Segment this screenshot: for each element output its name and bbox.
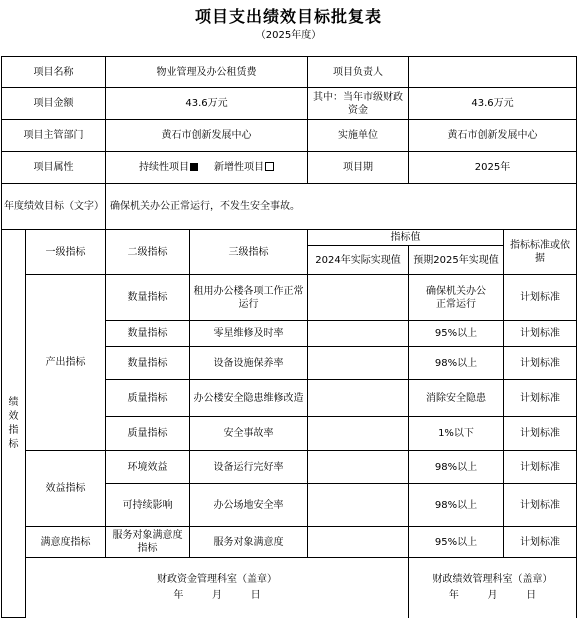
actual-cell xyxy=(308,380,409,417)
right-date xyxy=(411,588,574,604)
header-level1: 一级指标 xyxy=(26,230,106,275)
unit-value: 黄石市创新发展中心 xyxy=(409,120,577,152)
level3-cell: 设备运行完好率 xyxy=(190,451,308,484)
signature-right xyxy=(409,558,577,618)
level3-cell: 安全事故率 xyxy=(190,417,308,451)
standard-cell: 计划标准 xyxy=(504,347,577,380)
level2-cell: 数量指标 xyxy=(106,275,190,321)
header-value: 指标值 xyxy=(308,230,504,246)
page-title: 项目支出绩效目标批复表 xyxy=(194,7,382,26)
date-day: 日 xyxy=(250,589,261,601)
standard-cell: 计划标准 xyxy=(504,275,577,321)
right-office-label: 财政绩效管理科室（盖章） xyxy=(432,573,553,585)
row-project-name xyxy=(2,57,577,88)
level3-cell: 办公楼安全隐患维修改造 xyxy=(190,380,308,417)
date-month: 月 xyxy=(212,589,222,601)
unchecked-box-icon xyxy=(265,162,274,171)
level2-cell: 数量指标 xyxy=(106,347,190,380)
attr-value xyxy=(106,152,308,184)
dept-label: 项目主管部门 xyxy=(2,120,106,152)
expected-cell: 98%以上 xyxy=(409,484,504,527)
row-project-attr xyxy=(2,152,577,184)
expected-cell: 消除安全隐患 xyxy=(409,380,504,417)
standard-cell: 计划标准 xyxy=(504,451,577,484)
dept-value: 黄石市创新发展中心 xyxy=(106,120,308,152)
attr-continuous-text: 持续性项目 xyxy=(139,162,190,173)
project-leader-label: 项目负责人 xyxy=(308,57,409,88)
date-day: 日 xyxy=(526,589,537,601)
attr-new-text: 新增性项目 xyxy=(213,162,264,173)
level3-cell: 服务对象满意度 xyxy=(190,527,308,558)
goal-value: 确保机关办公正常运行，不发生安全事故。 xyxy=(106,184,577,230)
date-year: 年 xyxy=(173,589,184,601)
expected-cell: 1%以下 xyxy=(409,417,504,451)
level2-cell: 数量指标 xyxy=(106,321,190,347)
expected-cell: 确保机关办公正常运行 xyxy=(409,275,504,321)
project-name-value: 物业管理及办公租赁费 xyxy=(106,57,308,88)
header-expected: 预期2025年实现值 xyxy=(409,246,504,275)
level2-cell: 可持续影响 xyxy=(106,484,190,527)
row-project-dept xyxy=(2,120,577,152)
actual-cell xyxy=(308,417,409,451)
signature-row xyxy=(2,558,577,618)
actual-cell xyxy=(308,484,409,527)
level2-cell: 质量指标 xyxy=(106,380,190,417)
side-label-performance xyxy=(2,230,26,618)
actual-cell xyxy=(308,321,409,347)
level2-cell: 服务对象满意度指标 xyxy=(106,527,190,558)
standard-cell: 计划标准 xyxy=(504,527,577,558)
left-date xyxy=(28,588,406,604)
project-leader-value xyxy=(409,57,577,88)
level2-cell: 环境效益 xyxy=(106,451,190,484)
actual-cell xyxy=(308,527,409,558)
approval-table xyxy=(1,56,577,618)
actual-cell xyxy=(308,451,409,484)
standard-cell: 计划标准 xyxy=(504,417,577,451)
goal-label: 年度绩效目标（文字） xyxy=(2,184,106,230)
period-label: 项目期 xyxy=(308,152,409,184)
header-standard: 指标标准或依据 xyxy=(504,230,577,275)
indicator-header-row-1 xyxy=(2,230,577,246)
actual-cell xyxy=(308,347,409,380)
date-year: 年 xyxy=(448,589,459,601)
expected-cell: 98%以上 xyxy=(409,451,504,484)
standard-cell: 计划标准 xyxy=(504,380,577,417)
table-row xyxy=(2,527,577,558)
expected-cell: 95%以上 xyxy=(409,527,504,558)
group-satisfaction: 满意度指标 xyxy=(26,527,106,558)
level2-cell: 质量指标 xyxy=(106,417,190,451)
standard-cell: 计划标准 xyxy=(504,484,577,527)
page-subtitle: （2025年度） xyxy=(255,30,322,41)
project-amount-value: 43.6万元 xyxy=(106,88,308,120)
expected-cell: 98%以上 xyxy=(409,347,504,380)
group-output: 产出指标 xyxy=(26,275,106,451)
level3-cell: 办公场地安全率 xyxy=(190,484,308,527)
header-level2: 二级指标 xyxy=(106,230,190,275)
attr-label: 项目属性 xyxy=(2,152,106,184)
city-fund-label: 其中：当年市级财政资金 xyxy=(308,88,409,120)
table-row xyxy=(2,275,577,321)
side-label-text: 绩 效 指 标 xyxy=(8,396,19,450)
expected-cell: 95%以上 xyxy=(409,321,504,347)
project-amount-label: 项目金额 xyxy=(2,88,106,120)
unit-label: 实施单位 xyxy=(308,120,409,152)
actual-cell xyxy=(308,275,409,321)
date-month: 月 xyxy=(487,589,498,601)
checked-box-icon xyxy=(190,163,198,171)
row-project-amount xyxy=(2,88,577,120)
table-row xyxy=(2,451,577,484)
standard-cell: 计划标准 xyxy=(504,321,577,347)
left-office-label: 财政资金管理科室（盖章） xyxy=(157,573,277,585)
group-benefit: 效益指标 xyxy=(26,451,106,527)
project-name-label: 项目名称 xyxy=(2,57,106,88)
level3-cell: 租用办公楼各项工作正常运行 xyxy=(190,275,308,321)
level3-cell: 零星维修及时率 xyxy=(190,321,308,347)
signature-left xyxy=(26,558,409,618)
city-fund-value: 43.6万元 xyxy=(409,88,577,120)
row-annual-goal xyxy=(2,184,577,230)
period-value: 2025年 xyxy=(409,152,577,184)
header-actual: 2024年实际实现值 xyxy=(308,246,409,275)
level3-cell: 设备设施保养率 xyxy=(190,347,308,380)
header-level3: 三级指标 xyxy=(190,230,308,275)
